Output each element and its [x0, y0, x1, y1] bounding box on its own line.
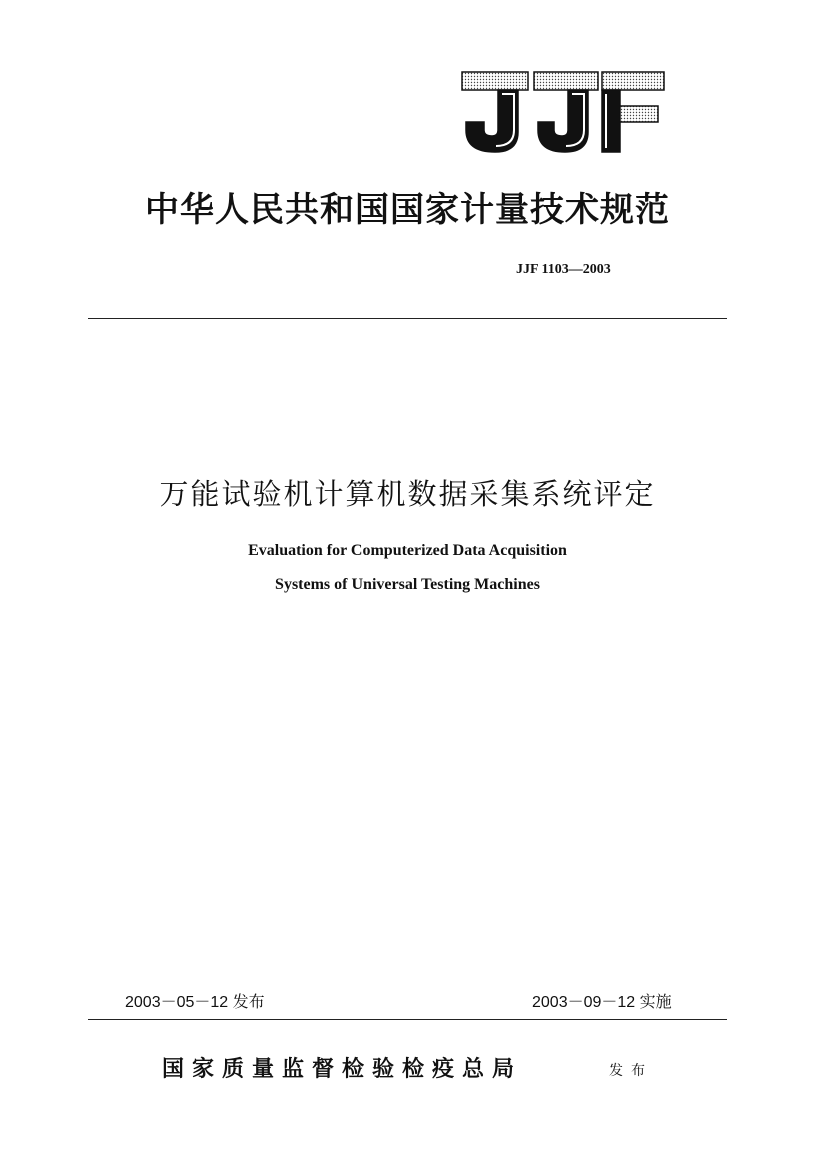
- regulation-category-title: 中华人民共和国国家计量技术规范: [145, 190, 670, 230]
- logo-letter-j-2: [534, 72, 598, 152]
- issuing-authority-suffix: 发布: [609, 1063, 653, 1079]
- implementation-date: 2003－09－12 实施: [532, 994, 672, 1011]
- issuing-authority: 国家质量监督检验检疫总局: [162, 1056, 523, 1082]
- logo-letter-f: [602, 72, 664, 152]
- document-title-english-line-1: Evaluation for Computerized Data Acquisition: [248, 542, 567, 559]
- logo-letter-j-1: [462, 72, 528, 152]
- issue-date: 2003－05－12 发布: [125, 994, 265, 1011]
- footer-divider: [88, 1019, 727, 1020]
- standard-number: JJF 1103—2003: [516, 262, 611, 277]
- header-divider: [88, 318, 727, 319]
- jjf-logo: [458, 66, 672, 158]
- document-title-chinese: 万能试验机计算机数据采集系统评定: [159, 477, 656, 511]
- document-title-english-line-2: Systems of Universal Testing Machines: [275, 576, 540, 593]
